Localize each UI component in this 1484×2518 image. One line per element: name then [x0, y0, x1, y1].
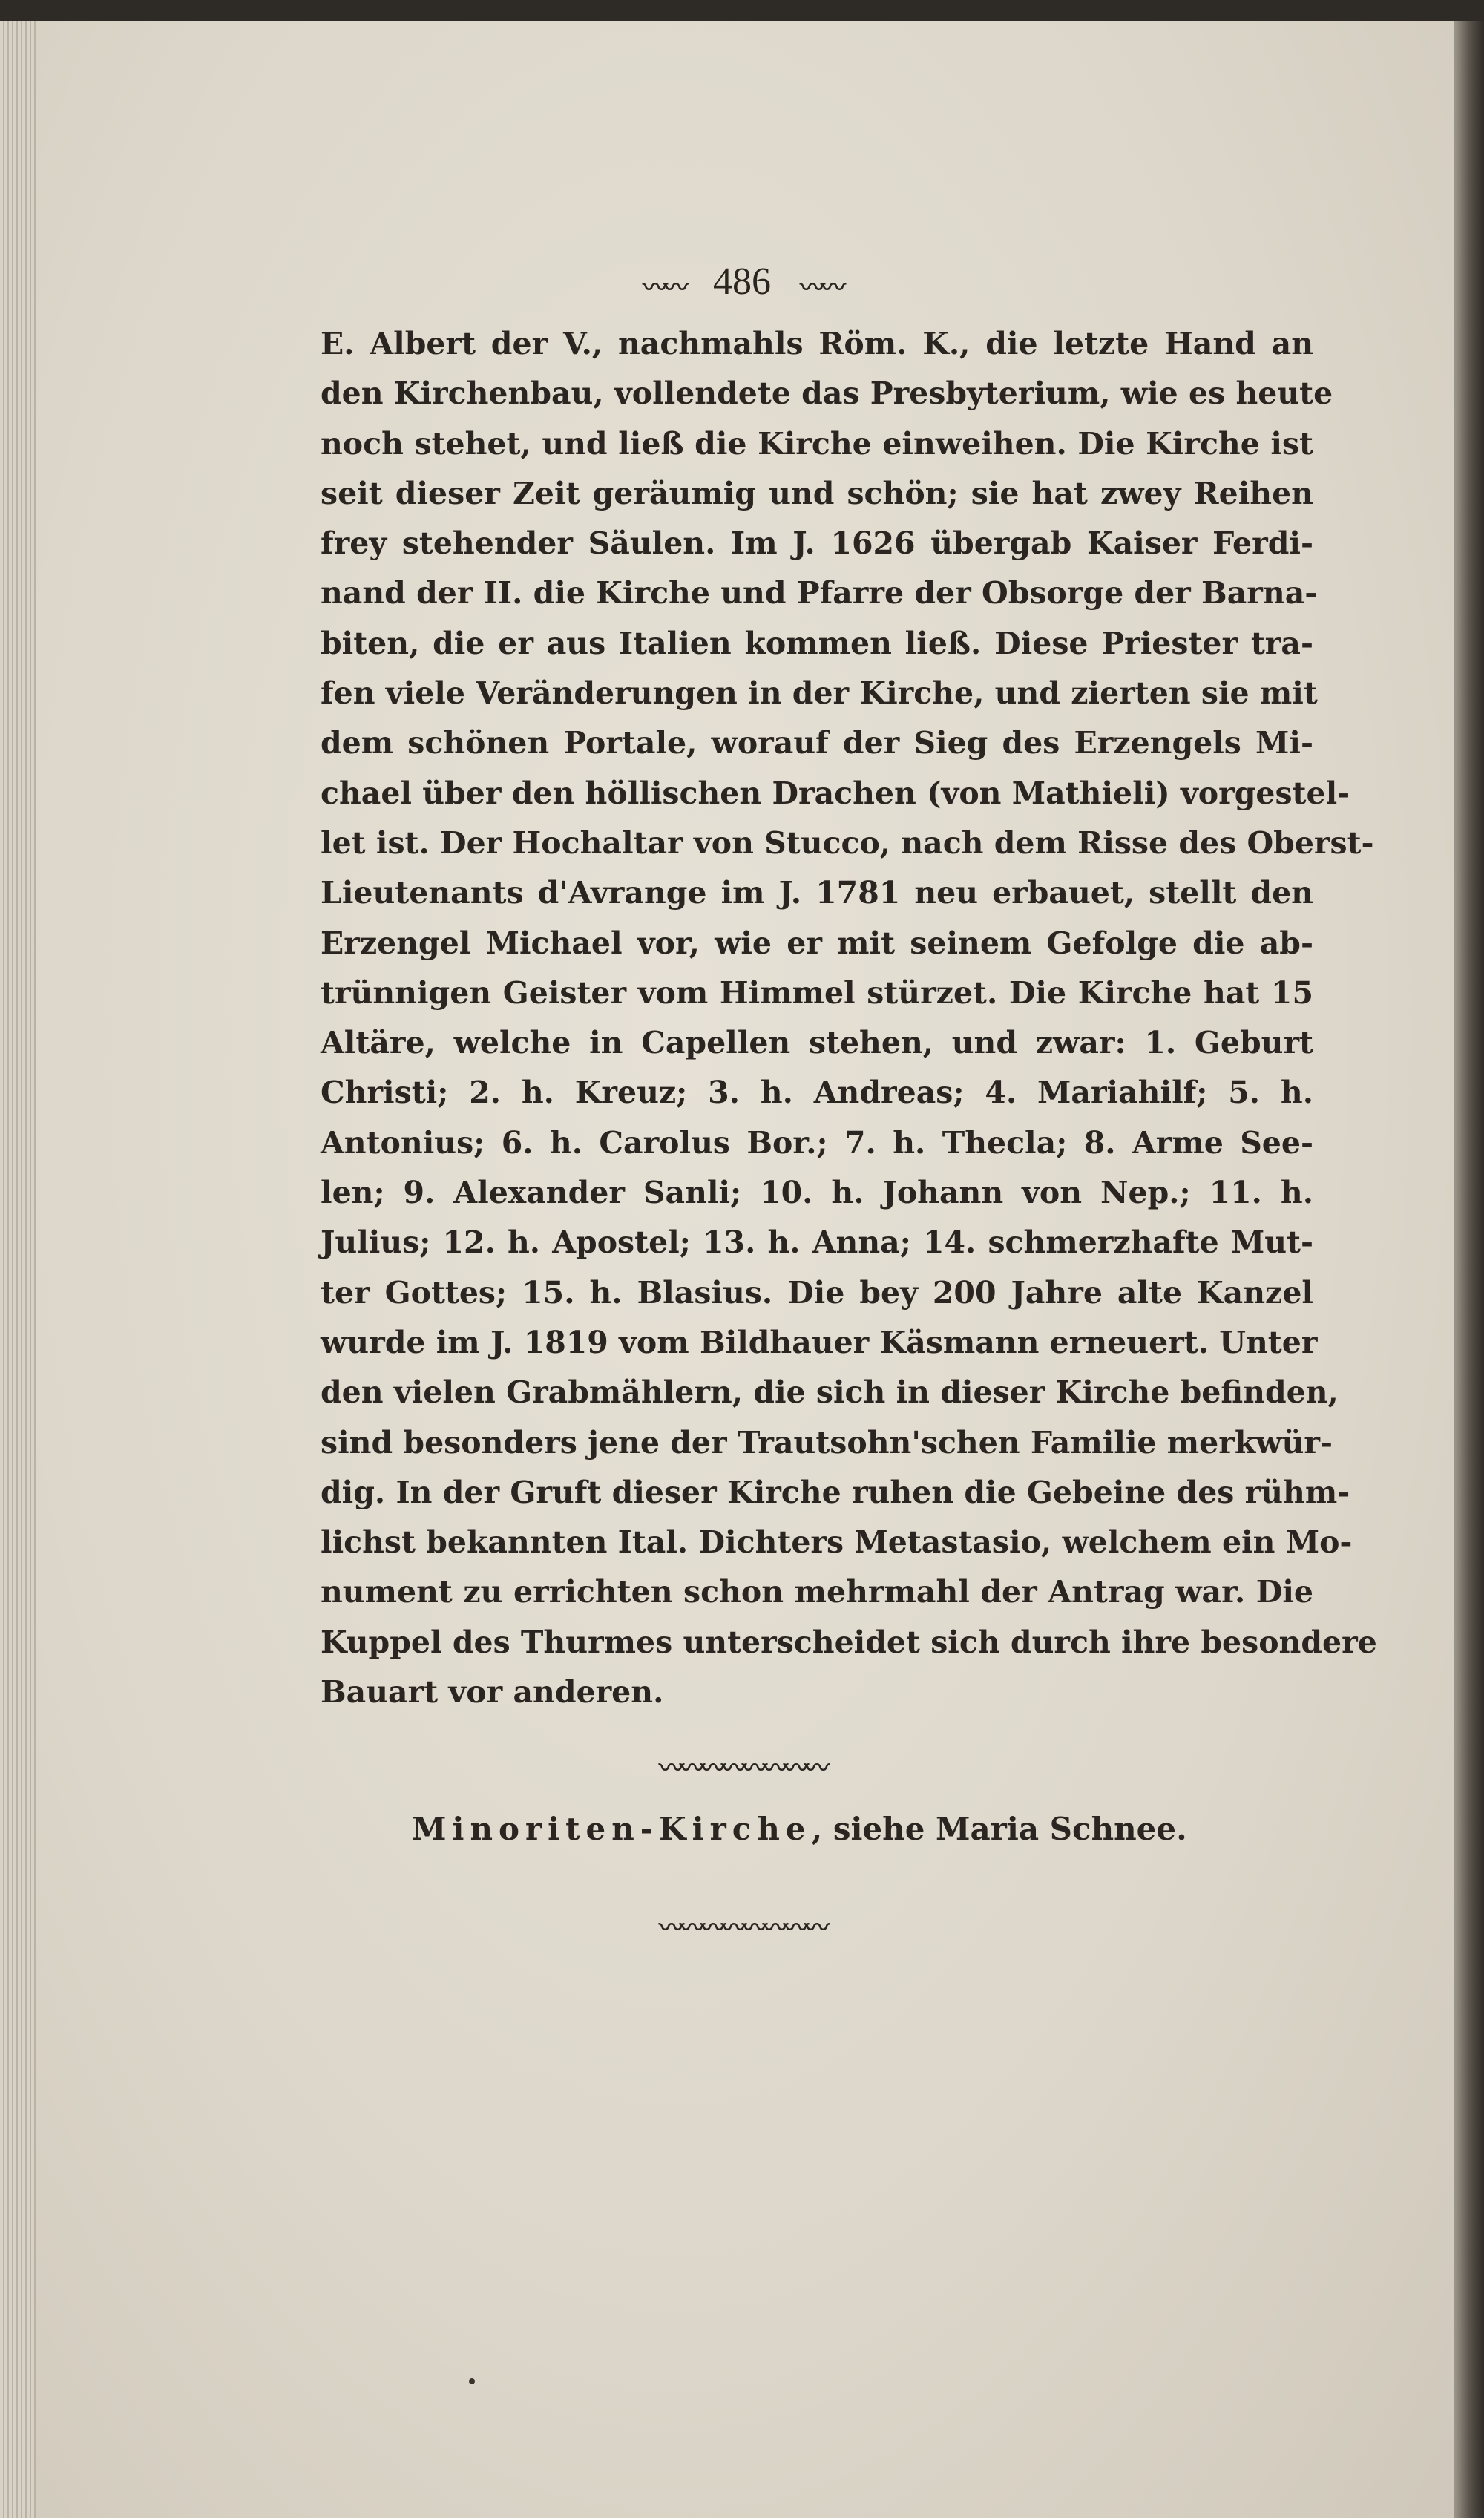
text-line: chael über den höllischen Drachen (von Mathieli) vorgestel- [321, 775, 1350, 811]
text-line: Altäre, welche in Capellen stehen, und zwar: 1. Geburt [321, 1025, 1313, 1061]
page-stack-edge [0, 21, 36, 2518]
text-line: Julius; 12. h. Apostel; 13. h. Anna; 14. schmerzhafte Mut- [321, 1224, 1313, 1261]
ornament-left: 〰〰 [643, 274, 684, 302]
text-line: ter Gottes; 15. h. Blasius. Die bey 200 Jahre alte Kanzel [321, 1274, 1313, 1311]
scan-top-border [0, 0, 1484, 21]
text-line: fen viele Veränderungen in der Kirche, und zierten sie mit [321, 675, 1318, 712]
text-line: Bauart vor anderen. [321, 1674, 664, 1711]
text-line: Kuppel des Thurmes unterscheidet sich durch ihre besondere [321, 1624, 1377, 1660]
text-line: wurde im J. 1819 vom Bildhauer Käsmann erneuert. Unter [321, 1324, 1318, 1360]
section-divider-bottom: 〰〰〰〰〰〰〰〰 [659, 1915, 825, 1942]
body-text [321, 319, 1377, 1717]
ornament-right: 〰〰 [800, 274, 841, 302]
ink-speck [469, 2378, 475, 2384]
text-line: Christi; 2. h. Kreuz; 3. h. Andreas; 4. Mariahilf; 5. h. [321, 1075, 1313, 1111]
book-gutter-edge [1454, 21, 1484, 2518]
heading-reference: , siehe Maria Schnee. [811, 1811, 1187, 1847]
text-line: Lieutenants d'Avrange im J. 1781 neu erbauet, stellt den [321, 875, 1313, 911]
section-divider: 〰〰〰〰〰〰〰〰 [659, 1755, 825, 1783]
text-line: biten, die er aus Italien kommen ließ. Diese Priester tra- [321, 625, 1313, 661]
text-line: let ist. Der Hochaltar von Stucco, nach dem Risse des Oberst- [321, 824, 1374, 861]
text-line: frey stehender Säulen. Im J. 1626 übergab Kaiser Ferdi- [321, 525, 1313, 562]
text-line: len; 9. Alexander Sanli; 10. h. Johann von Nep.; 11. h. [321, 1175, 1313, 1211]
text-line: noch stehet, und ließ die Kirche einweihen. Die Kirche ist [321, 425, 1313, 462]
text-line: Antonius; 6. h. Carolus Bor.; 7. h. Thecla; 8. Arme See- [321, 1124, 1313, 1161]
text-line: den Kirchenbau, vollendete das Presbyterium, wie es heute [321, 376, 1333, 412]
heading-title: Minoriten-Kirche [412, 1811, 812, 1847]
text-line: dem schönen Portale, worauf der Sieg des Erzengels Mi- [321, 725, 1313, 761]
page-number: 486 [713, 260, 771, 303]
text-line: sind besonders jene der Trautsohn'schen Familie merkwür- [321, 1424, 1333, 1460]
text-line: trünnigen Geister vom Himmel stürzet. Die Kirche hat 15 [321, 974, 1313, 1011]
text-line: dig. In der Gruft dieser Kirche ruhen die Gebeine des rühm- [321, 1474, 1350, 1510]
text-line: Erzengel Michael vor, wie er mit seinem Gefolge die ab- [321, 925, 1313, 961]
text-line: nument zu errichten schon mehrmahl der Antrag war. Die [321, 1574, 1313, 1610]
page-header [0, 260, 1484, 304]
text-line: nand der II. die Kirche und Pfarre der Obsorge der Barna- [321, 575, 1318, 612]
text-line: den vielen Grabmählern, die sich in dieser Kirche befinden, [321, 1374, 1339, 1411]
text-line: E. Albert der V., nachmahls Röm. K., die letzte Hand an [321, 326, 1313, 361]
section-heading [412, 1811, 1187, 1847]
text-line: seit dieser Zeit geräumig und schön; sie hat zwey Reihen [321, 475, 1313, 511]
text-line: lichst bekannten Ital. Dichters Metastasio, welchem ein Mo- [321, 1524, 1353, 1561]
